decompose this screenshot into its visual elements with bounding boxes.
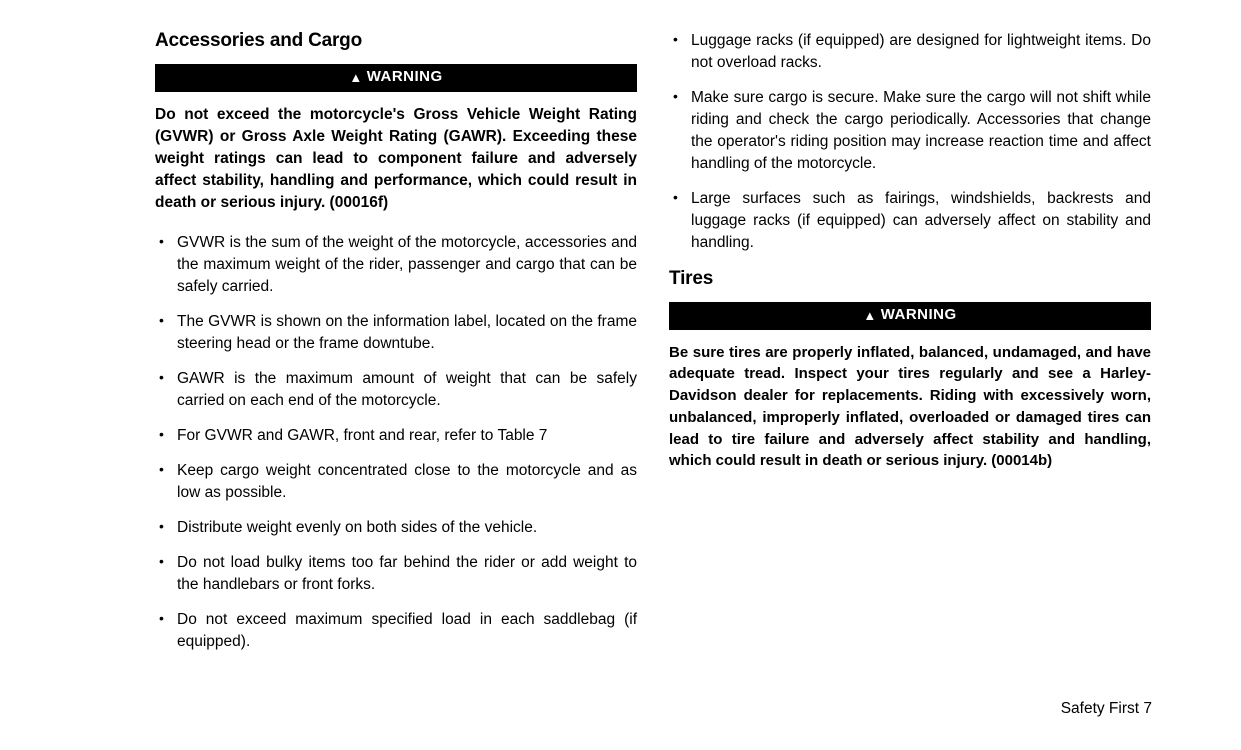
warning-banner-label: WARNING bbox=[366, 68, 443, 85]
list-item: • The GVWR is shown on the information label, located on the frame steering head or the frame downtube. bbox=[155, 311, 637, 355]
warning-triangle-icon: ▲ bbox=[863, 308, 877, 323]
list-item: • Make sure cargo is secure. Make sure the cargo will not shift while riding and check the cargo periodically. Accessories that change the operator's riding position may increase reaction time and affect handling of the motorcycle. bbox=[669, 87, 1151, 175]
warning-banner-tires bbox=[669, 302, 1151, 330]
warning-banner-accessories bbox=[155, 64, 637, 92]
page-title-accessories-and-cargo: Accessories and Cargo bbox=[155, 30, 362, 51]
list-item: • Distribute weight evenly on both sides of the vehicle. bbox=[155, 517, 637, 539]
list-item: • Do not load bulky items too far behind the rider or add weight to the handlebars or front forks. bbox=[155, 552, 637, 596]
list-item: • Do not exceed maximum specified load in each saddlebag (if equipped). bbox=[155, 609, 637, 653]
list-item: • GAWR is the maximum amount of weight that can be safely carried on each end of the motorcycle. bbox=[155, 368, 637, 412]
warning-text-tires: Be sure tires are properly inflated, balanced, undamaged, and have adequate tread. Inspect your tires regularly and see a Harley-Davidson dealer for replacements. Riding with excessively worn, unbalanced, improperly inflated, overloaded or damaged tires can lead to tire failure and adversely affect stability and handling, which could result in death or serious injury. (00014b) bbox=[669, 343, 1151, 470]
list-item: • Keep cargo weight concentrated close to the motorcycle and as low as possible. bbox=[155, 460, 637, 504]
accessories-bullet-list bbox=[155, 232, 637, 653]
right-column bbox=[669, 30, 1151, 490]
page-title-tires: Tires bbox=[669, 268, 714, 289]
spacer bbox=[669, 254, 1151, 268]
list-item: • For GVWR and GAWR, front and rear, refer to Table 7 bbox=[155, 425, 637, 447]
page-footer: Safety First 7 bbox=[1060, 700, 1152, 717]
list-item: • GVWR is the sum of the weight of the motorcycle, accessories and the maximum weight of the rider, passenger and cargo that can be safely carried. bbox=[155, 232, 637, 298]
accessories-bullet-list-continued bbox=[669, 30, 1151, 254]
warning-text-accessories: Do not exceed the motorcycle's Gross Vehicle Weight Rating (GVWR) or Gross Axle Weight Rating (GAWR). Exceeding these weight ratings can lead to component failure and adversely affect stability, handling and performance, which could result in death or serious injury. (00016f) bbox=[155, 105, 637, 211]
left-column bbox=[155, 30, 637, 653]
warning-banner-label: WARNING bbox=[880, 306, 957, 323]
list-item: • Luggage racks (if equipped) are designed for lightweight items. Do not overload racks. bbox=[669, 30, 1151, 74]
list-item: • Large surfaces such as fairings, windshields, backrests and luggage racks (if equipped) can adversely affect on stability and handling. bbox=[669, 188, 1151, 254]
warning-triangle-icon: ▲ bbox=[349, 70, 363, 85]
